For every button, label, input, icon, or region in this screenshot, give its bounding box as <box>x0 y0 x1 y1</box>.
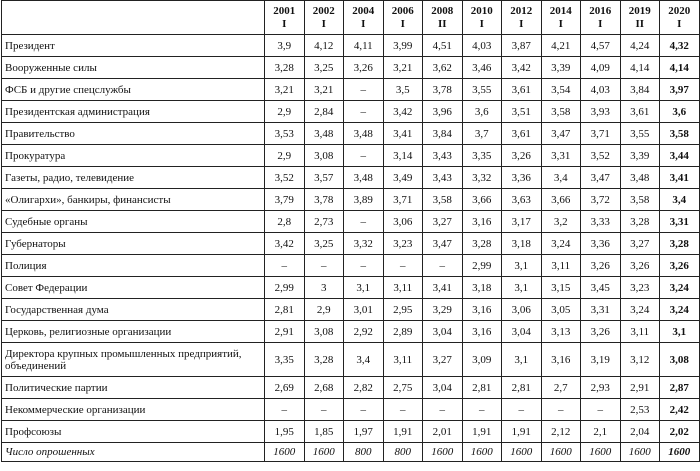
column-year: 2002 <box>312 4 335 17</box>
value-cell: 4,24 <box>620 35 660 57</box>
value-cell: 3,1 <box>502 277 542 299</box>
value-cell: 4,32 <box>660 35 700 57</box>
value-cell: 1600 <box>620 443 660 462</box>
value-cell: 3,51 <box>502 101 542 123</box>
row-label: Церковь, религиозные организации <box>2 321 265 343</box>
value-cell: 3,23 <box>620 277 660 299</box>
value-cell: 3,6 <box>660 101 700 123</box>
value-cell: – <box>462 399 502 421</box>
value-cell: 3,26 <box>581 321 621 343</box>
value-cell: – <box>344 145 384 167</box>
value-cell: – <box>304 399 344 421</box>
value-cell: 3,53 <box>265 123 305 145</box>
value-cell: 3,7 <box>462 123 502 145</box>
value-cell: 1,95 <box>265 421 305 443</box>
value-cell: 3,61 <box>502 79 542 101</box>
row-label: Прокуратура <box>2 145 265 167</box>
value-cell: 3,16 <box>462 321 502 343</box>
table-row <box>2 123 700 145</box>
value-cell: 1600 <box>462 443 502 462</box>
value-cell: 2,69 <box>265 377 305 399</box>
table-row <box>2 79 700 101</box>
column-header-2006 <box>383 1 423 35</box>
value-cell: 3,36 <box>502 167 542 189</box>
value-cell: 1600 <box>581 443 621 462</box>
value-cell: 4,11 <box>344 35 384 57</box>
value-cell: – <box>304 255 344 277</box>
value-cell: 2,12 <box>541 421 581 443</box>
value-cell: 3,78 <box>304 189 344 211</box>
value-cell: 3,58 <box>660 123 700 145</box>
value-cell: – <box>265 255 305 277</box>
row-label: Полиция <box>2 255 265 277</box>
value-cell: 3,06 <box>383 211 423 233</box>
value-cell: 2,82 <box>344 377 384 399</box>
value-cell: 2,81 <box>502 377 542 399</box>
value-cell: 3,17 <box>502 211 542 233</box>
value-cell: 3,48 <box>344 123 384 145</box>
trust-ratings-table <box>1 0 700 462</box>
value-cell: 3,66 <box>541 189 581 211</box>
value-cell: 3,78 <box>423 79 463 101</box>
value-cell: 3,47 <box>581 167 621 189</box>
value-cell: 4,14 <box>620 57 660 79</box>
row-label: Президент <box>2 35 265 57</box>
value-cell: – <box>541 399 581 421</box>
value-cell: 2,99 <box>265 277 305 299</box>
table-row <box>2 57 700 79</box>
value-cell: 3,47 <box>423 233 463 255</box>
value-cell: 2,87 <box>660 377 700 399</box>
value-cell: 2,84 <box>304 101 344 123</box>
value-cell: 3,04 <box>502 321 542 343</box>
value-cell: 3,21 <box>383 57 423 79</box>
table-body <box>2 35 700 462</box>
value-cell: 1600 <box>541 443 581 462</box>
value-cell: 3,57 <box>304 167 344 189</box>
value-cell: 3,32 <box>344 233 384 255</box>
column-header-2020 <box>660 1 700 35</box>
value-cell: – <box>344 399 384 421</box>
value-cell: 800 <box>383 443 423 462</box>
column-header-2008 <box>423 1 463 35</box>
value-cell: 1,85 <box>304 421 344 443</box>
value-cell: – <box>581 399 621 421</box>
value-cell: 3,71 <box>581 123 621 145</box>
column-year: 2019 <box>628 4 651 17</box>
value-cell: 3,42 <box>502 57 542 79</box>
value-cell: 3,31 <box>541 145 581 167</box>
value-cell: 2,01 <box>423 421 463 443</box>
value-cell: 2,1 <box>581 421 621 443</box>
value-cell: 4,03 <box>581 79 621 101</box>
column-year: 2006 <box>391 4 414 17</box>
value-cell: 3,15 <box>541 277 581 299</box>
value-cell: 3,9 <box>265 35 305 57</box>
value-cell: 3,24 <box>660 299 700 321</box>
value-cell: 3,47 <box>541 123 581 145</box>
value-cell: 3,54 <box>541 79 581 101</box>
value-cell: 4,03 <box>462 35 502 57</box>
value-cell: 2,9 <box>265 145 305 167</box>
value-cell: 2,81 <box>265 299 305 321</box>
value-cell: 3,26 <box>581 255 621 277</box>
value-cell: 3,11 <box>620 321 660 343</box>
value-cell: 3,49 <box>383 167 423 189</box>
value-cell: – <box>423 255 463 277</box>
value-cell: 4,21 <box>541 35 581 57</box>
value-cell: – <box>383 255 423 277</box>
row-label: ФСБ и другие спецслужбы <box>2 79 265 101</box>
row-label: Профсоюзы <box>2 421 265 443</box>
table-row <box>2 145 700 167</box>
value-cell: 4,14 <box>660 57 700 79</box>
value-cell: 3,96 <box>423 101 463 123</box>
table-header <box>2 1 700 35</box>
column-header-2002 <box>304 1 344 35</box>
value-cell: 800 <box>344 443 384 462</box>
header-row <box>2 1 700 35</box>
column-wave: I <box>479 17 484 30</box>
value-cell: 3,52 <box>265 167 305 189</box>
column-wave: I <box>361 17 366 30</box>
value-cell: 3,16 <box>541 343 581 377</box>
corner-cell <box>2 1 265 35</box>
value-cell: 3,1 <box>660 321 700 343</box>
value-cell: 3,31 <box>581 299 621 321</box>
value-cell: 3,84 <box>620 79 660 101</box>
value-cell: – <box>265 399 305 421</box>
value-cell: 3,55 <box>462 79 502 101</box>
value-cell: 3,2 <box>541 211 581 233</box>
value-cell: 3,66 <box>462 189 502 211</box>
row-label: Губернаторы <box>2 233 265 255</box>
value-cell: 1600 <box>423 443 463 462</box>
value-cell: 2,99 <box>462 255 502 277</box>
value-cell: 1600 <box>660 443 700 462</box>
value-cell: 3,08 <box>304 321 344 343</box>
value-cell: 3,6 <box>462 101 502 123</box>
value-cell: 2,91 <box>620 377 660 399</box>
value-cell: 4,57 <box>581 35 621 57</box>
value-cell: 3,61 <box>620 101 660 123</box>
value-cell: 3,24 <box>660 277 700 299</box>
value-cell: – <box>344 79 384 101</box>
value-cell: 2,95 <box>383 299 423 321</box>
value-cell: 3,89 <box>344 189 384 211</box>
value-cell: 3,28 <box>462 233 502 255</box>
column-year: 2012 <box>510 4 533 17</box>
value-cell: 3,39 <box>620 145 660 167</box>
column-year: 2008 <box>431 4 454 17</box>
table-row <box>2 167 700 189</box>
value-cell: 3,06 <box>502 299 542 321</box>
value-cell: 3,48 <box>304 123 344 145</box>
column-wave: I <box>598 17 603 30</box>
value-cell: 3,14 <box>383 145 423 167</box>
value-cell: 3,41 <box>423 277 463 299</box>
value-cell: 3,28 <box>660 233 700 255</box>
column-header-2001 <box>265 1 305 35</box>
column-year: 2010 <box>470 4 493 17</box>
value-cell: 1,91 <box>383 421 423 443</box>
value-cell: 3,46 <box>462 57 502 79</box>
value-cell: 2,92 <box>344 321 384 343</box>
table-row <box>2 211 700 233</box>
value-cell: 3,58 <box>423 189 463 211</box>
value-cell: 3,4 <box>541 167 581 189</box>
value-cell: 3,63 <box>502 189 542 211</box>
value-cell: – <box>423 399 463 421</box>
value-cell: 3,4 <box>344 343 384 377</box>
row-label: Директора крупных промышленных предприятий, объединений <box>2 343 265 377</box>
value-cell: 3,26 <box>344 57 384 79</box>
value-cell: 3,25 <box>304 233 344 255</box>
column-wave: II <box>437 17 447 30</box>
value-cell: 3,33 <box>581 211 621 233</box>
value-cell: 3,11 <box>383 343 423 377</box>
value-cell: 2,7 <box>541 377 581 399</box>
value-cell: 3,18 <box>502 233 542 255</box>
column-year: 2001 <box>273 4 296 17</box>
value-cell: 1,91 <box>462 421 502 443</box>
value-cell: 2,75 <box>383 377 423 399</box>
value-cell: 3,29 <box>423 299 463 321</box>
value-cell: 2,73 <box>304 211 344 233</box>
table-row <box>2 233 700 255</box>
value-cell: 3,11 <box>541 255 581 277</box>
column-year: 2004 <box>352 4 375 17</box>
value-cell: 4,09 <box>581 57 621 79</box>
value-cell: 3,12 <box>620 343 660 377</box>
value-cell: 3,58 <box>620 189 660 211</box>
row-label: Правительство <box>2 123 265 145</box>
value-cell: 2,91 <box>265 321 305 343</box>
value-cell: 3,1 <box>344 277 384 299</box>
value-cell: 2,81 <box>462 377 502 399</box>
column-header-2012 <box>502 1 542 35</box>
table-row <box>2 189 700 211</box>
value-cell: 3,27 <box>423 343 463 377</box>
column-wave: I <box>400 17 405 30</box>
column-wave: I <box>558 17 563 30</box>
value-cell: 3,24 <box>620 299 660 321</box>
row-label: Некоммерческие организации <box>2 399 265 421</box>
value-cell: 3,16 <box>462 211 502 233</box>
column-year: 2016 <box>589 4 612 17</box>
table-row <box>2 321 700 343</box>
table-row <box>2 35 700 57</box>
value-cell: 2,42 <box>660 399 700 421</box>
value-cell: 3,79 <box>265 189 305 211</box>
value-cell: 3,45 <box>581 277 621 299</box>
column-wave: II <box>635 17 645 30</box>
value-cell: 1600 <box>502 443 542 462</box>
row-label: Президентская администрация <box>2 101 265 123</box>
value-cell: 3,01 <box>344 299 384 321</box>
column-wave: I <box>519 17 524 30</box>
row-label: «Олигархи», банкиры, финансисты <box>2 189 265 211</box>
value-cell: 3,26 <box>502 145 542 167</box>
value-cell: 3,35 <box>265 343 305 377</box>
value-cell: 3,16 <box>462 299 502 321</box>
value-cell: 3,52 <box>581 145 621 167</box>
value-cell: 3 <box>304 277 344 299</box>
value-cell: 3,19 <box>581 343 621 377</box>
value-cell: 3,71 <box>383 189 423 211</box>
value-cell: 2,53 <box>620 399 660 421</box>
value-cell: 3,27 <box>620 233 660 255</box>
row-label: Государственная дума <box>2 299 265 321</box>
value-cell: 1,91 <box>502 421 542 443</box>
value-cell: – <box>383 399 423 421</box>
value-cell: 3,13 <box>541 321 581 343</box>
column-wave: I <box>321 17 326 30</box>
value-cell: 3,1 <box>502 343 542 377</box>
value-cell: 3,55 <box>620 123 660 145</box>
value-cell: 3,43 <box>423 167 463 189</box>
value-cell: 3,24 <box>541 233 581 255</box>
column-wave: I <box>677 17 682 30</box>
value-cell: 4,51 <box>423 35 463 57</box>
column-header-2010 <box>462 1 502 35</box>
value-cell: 3,08 <box>304 145 344 167</box>
total-row <box>2 443 700 462</box>
table-row <box>2 377 700 399</box>
value-cell: 2,93 <box>581 377 621 399</box>
value-cell: 3,61 <box>502 123 542 145</box>
value-cell: 3,26 <box>660 255 700 277</box>
value-cell: 3,18 <box>462 277 502 299</box>
value-cell: 3,1 <box>502 255 542 277</box>
row-label: Совет Федерации <box>2 277 265 299</box>
row-label: Число опрошенных <box>2 443 265 462</box>
row-label: Политические партии <box>2 377 265 399</box>
value-cell: 3,41 <box>383 123 423 145</box>
value-cell: 3,42 <box>383 101 423 123</box>
value-cell: 3,04 <box>423 321 463 343</box>
row-label: Газеты, радио, телевидение <box>2 167 265 189</box>
value-cell: 3,42 <box>265 233 305 255</box>
column-header-2016 <box>581 1 621 35</box>
value-cell: 3,32 <box>462 167 502 189</box>
table-row <box>2 299 700 321</box>
column-header-2004 <box>344 1 384 35</box>
value-cell: 1600 <box>265 443 305 462</box>
value-cell: 3,05 <box>541 299 581 321</box>
value-cell: 3,23 <box>383 233 423 255</box>
value-cell: 3,4 <box>660 189 700 211</box>
row-label: Вооруженные силы <box>2 57 265 79</box>
value-cell: 2,9 <box>265 101 305 123</box>
value-cell: 3,44 <box>660 145 700 167</box>
value-cell: 1,97 <box>344 421 384 443</box>
value-cell: 3,43 <box>423 145 463 167</box>
value-cell: 1600 <box>304 443 344 462</box>
value-cell: 3,28 <box>265 57 305 79</box>
table-row <box>2 343 700 377</box>
value-cell: 2,89 <box>383 321 423 343</box>
value-cell: 4,12 <box>304 35 344 57</box>
value-cell: – <box>344 101 384 123</box>
table-row <box>2 399 700 421</box>
value-cell: 2,68 <box>304 377 344 399</box>
value-cell: 3,11 <box>383 277 423 299</box>
value-cell: 3,48 <box>620 167 660 189</box>
value-cell: – <box>502 399 542 421</box>
value-cell: 2,9 <box>304 299 344 321</box>
value-cell: 3,28 <box>620 211 660 233</box>
value-cell: 3,35 <box>462 145 502 167</box>
value-cell: 3,08 <box>660 343 700 377</box>
value-cell: 3,58 <box>541 101 581 123</box>
value-cell: 3,09 <box>462 343 502 377</box>
value-cell: 3,39 <box>541 57 581 79</box>
value-cell: – <box>344 211 384 233</box>
value-cell: 3,31 <box>660 211 700 233</box>
column-year: 2014 <box>549 4 572 17</box>
value-cell: 3,99 <box>383 35 423 57</box>
value-cell: 3,21 <box>265 79 305 101</box>
value-cell: 3,27 <box>423 211 463 233</box>
table-row <box>2 255 700 277</box>
value-cell: 2,04 <box>620 421 660 443</box>
value-cell: 3,84 <box>423 123 463 145</box>
value-cell: 3,72 <box>581 189 621 211</box>
column-header-2019 <box>620 1 660 35</box>
value-cell: 3,04 <box>423 377 463 399</box>
value-cell: 3,48 <box>344 167 384 189</box>
value-cell: 3,26 <box>620 255 660 277</box>
value-cell: 3,21 <box>304 79 344 101</box>
table-row <box>2 101 700 123</box>
value-cell: 3,28 <box>304 343 344 377</box>
value-cell: 3,62 <box>423 57 463 79</box>
column-wave: I <box>282 17 287 30</box>
value-cell: 3,41 <box>660 167 700 189</box>
column-year: 2020 <box>668 4 691 17</box>
value-cell: – <box>344 255 384 277</box>
column-header-2014 <box>541 1 581 35</box>
value-cell: 2,8 <box>265 211 305 233</box>
row-label: Судебные органы <box>2 211 265 233</box>
table-row <box>2 277 700 299</box>
table-row <box>2 421 700 443</box>
value-cell: 2,02 <box>660 421 700 443</box>
value-cell: 3,36 <box>581 233 621 255</box>
value-cell: 3,97 <box>660 79 700 101</box>
value-cell: 3,5 <box>383 79 423 101</box>
value-cell: 3,25 <box>304 57 344 79</box>
value-cell: 3,87 <box>502 35 542 57</box>
value-cell: 3,93 <box>581 101 621 123</box>
